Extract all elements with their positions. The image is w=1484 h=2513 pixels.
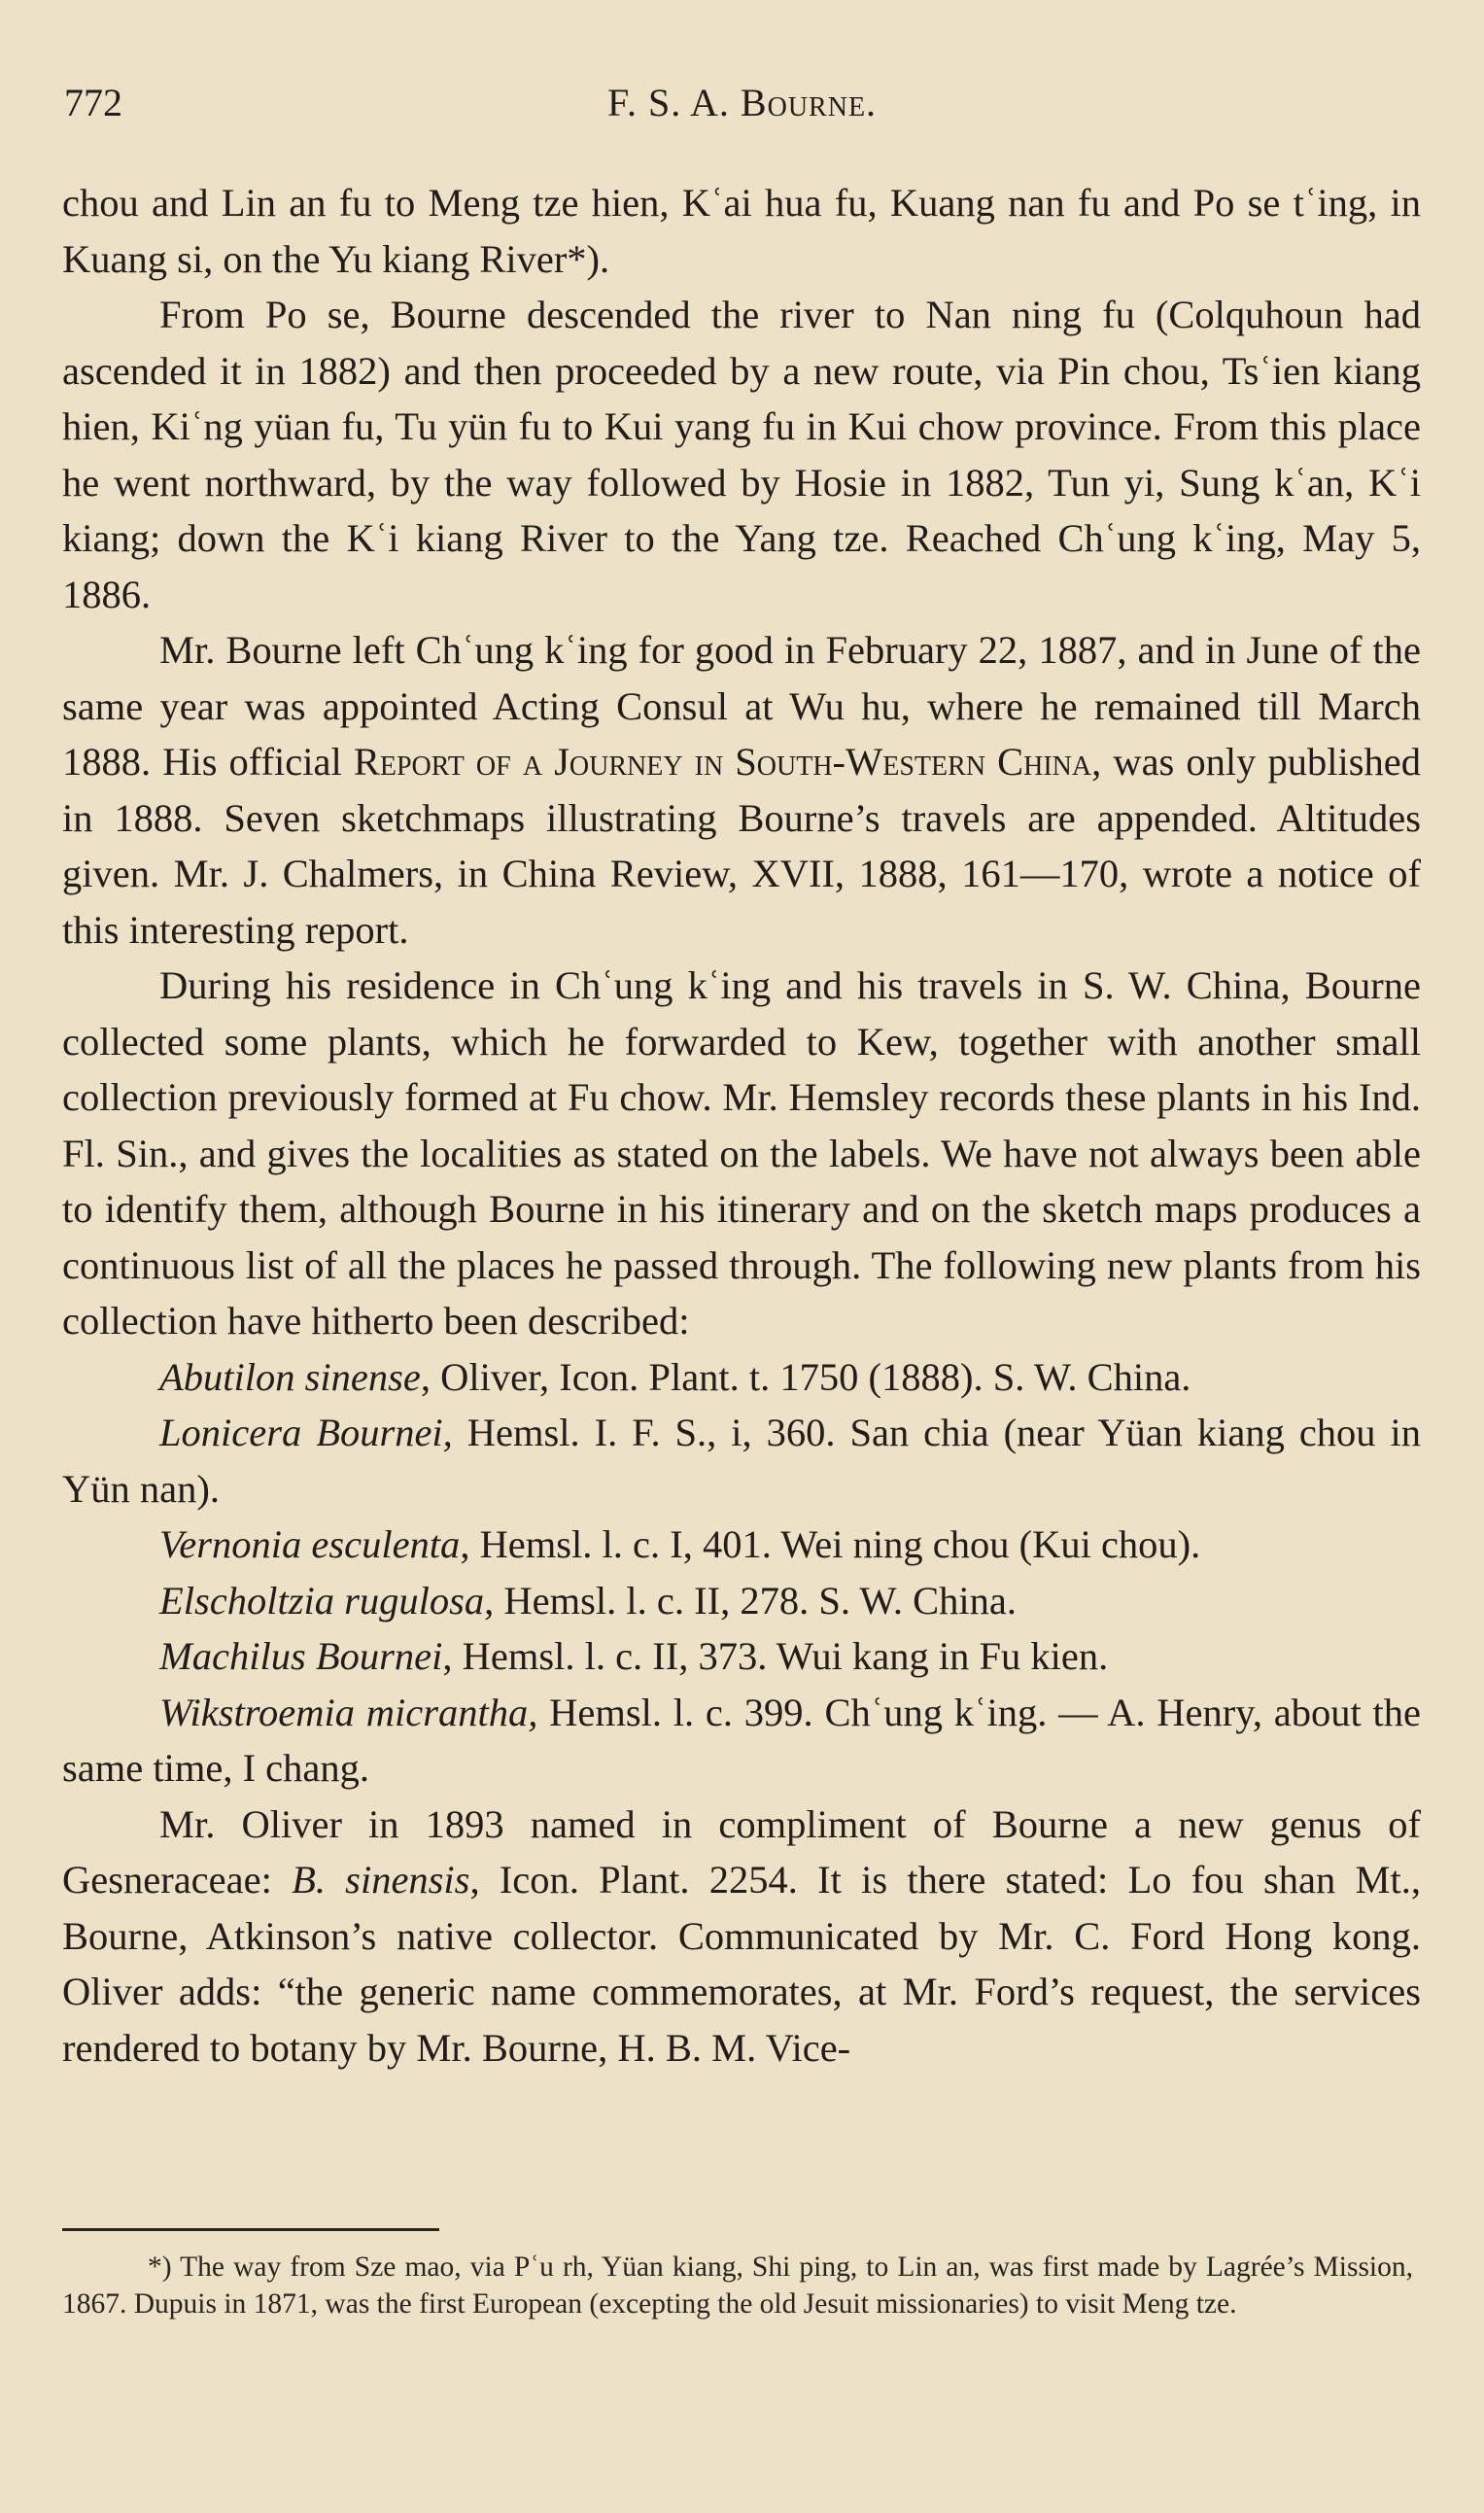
page-number: 772 [64, 81, 122, 124]
species-entry [62, 1685, 1421, 1797]
genus-name: B. sinensis [292, 1858, 470, 1902]
species-entry [62, 1573, 1421, 1629]
running-head: F. S. A. Bourne. [606, 81, 878, 124]
paragraph-5-text-a: Mr. Oliver in 1893 named in compliment of Bourne a new genus of Gesneraceae: [62, 1801, 1421, 1902]
species-name: Wikstroemia micrantha, [159, 1690, 538, 1734]
footnote-rule [62, 2228, 439, 2231]
paragraph-3-text-b: , was only published in 1888. Seven sketchmaps illustrating Bourne’s travels are appended. Altitudes given. Mr. J. Chalmers, in China Review, XVII, 1888, 161—170, wrote a notice of this interesting report. [62, 740, 1421, 952]
species-name: Machilus Bournei [159, 1634, 443, 1678]
species-citation: Hemsl. I. F. S., i, 360. San chia (near Yüan kiang chou in Yün nan). [62, 1411, 1422, 1511]
paragraph-1: chou and Lin an fu to Meng tze hien, Kʿai hua fu, Kuang nan fu and Po se tʿing, in Kuang si, on the Yu kiang River*). [62, 181, 1421, 281]
report-title: Report of a Journey in South-Western China [353, 740, 1092, 784]
page-header [64, 80, 1420, 138]
species-name: Lonicera Bournei, [159, 1411, 453, 1454]
species-entry [62, 1349, 1421, 1406]
species-name: Abutilon sinense [159, 1354, 421, 1399]
paragraph-5-text-b: , Icon. Plant. 2254. It is there stated: Lo fou shan Mt., Bourne, Atkinson’s native collector. Communicated by Mr. C. Ford Hong kong. Oliver adds: “the generic name commemorates, at Mr. Ford’s request, the services rendered to botany by Mr. Bourne, H. B. M. Vice- [62, 1858, 1421, 2070]
species-citation: , Hemsl. l. c. II, 278. S. W. China. [484, 1578, 1018, 1623]
paragraph-5 [62, 1797, 1421, 2077]
species-citation: , Hemsl. l. c. II, 373. Wui kang in Fu kien. [442, 1634, 1109, 1678]
paragraph-4: During his residence in Chʿung kʿing and his travels in S. W. China, Bourne collected some plants, which he forwarded to Kew, together with another small collection previously formed at Fu chow. Mr. Hemsley records these plants in his Ind. Fl. Sin., and gives the localities as stated on the labels. We have not always been able to identify them, although Bourne in his itinerary and on the sketch maps produces a continuous list of all the places he passed through. The following new plants from his collection have hitherto been described: [62, 963, 1421, 1343]
species-entry [62, 1628, 1421, 1685]
species-entry [62, 1405, 1421, 1517]
species-citation: , Oliver, Icon. Plant. t. 1750 (1888). S. W. China. [420, 1354, 1191, 1399]
species-entry [62, 1517, 1421, 1573]
footnote: *) The way from Sze mao, via Pʿu rh, Yüan kiang, Shi ping, to Lin an, was first made by Lagrée’s Mission, 1867. Dupuis in 1871, was the first European (excepting the old Jesuit missionaries) to visit Meng tze. [62, 2251, 1413, 2320]
paragraph-2: From Po se, Bourne descended the river to Nan ning fu (Colquhoun had ascended it in 1882) and then proceeded by a new route, via Pin chou, Tsʿien kiang hien, Kiʿng yüan fu, Tu yün fu to Kui yang fu in Kui chow province. From this place he went northward, by the way followed by Hosie in 1882, Tun yi, Sung kʿan, Kʿi kiang; down the Kʿi kiang River to the Yang tze. Reached Chʿung kʿing, May 5, 1886. [62, 293, 1421, 616]
body-text [62, 175, 1421, 2076]
paragraph-3 [62, 622, 1421, 958]
species-citation: Hemsl. l. c. 399. Chʿung kʿing. — A. Henry, about the same time, I chang. [62, 1690, 1421, 1790]
paragraph-3-text-a: Mr. Bourne left Chʿung kʿing for good in February 22, 1887, and in June of the same year was appointed Acting Consul at Wu hu, where he remained till March 1888. His official [62, 628, 1421, 784]
species-name: Vernonia esculenta [159, 1522, 461, 1566]
species-citation: , Hemsl. l. c. I, 401. Wei ning chou (Kui chou). [460, 1522, 1201, 1566]
species-name: Elscholtzia rugulosa [159, 1578, 485, 1623]
